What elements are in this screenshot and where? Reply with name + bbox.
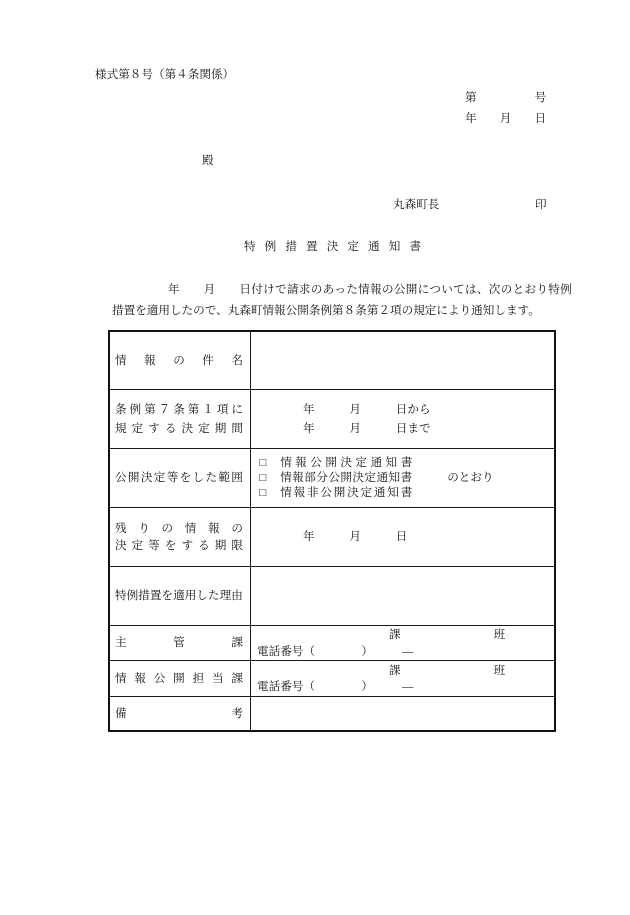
glyph: 置: [306, 240, 318, 253]
period-start-date: 年 月 日から: [303, 403, 431, 416]
subject-label: [115, 355, 243, 367]
scope-option-label: [280, 457, 412, 469]
glyph: 決: [140, 471, 153, 484]
scope-option-label: [280, 472, 412, 484]
checkbox-icon: □: [259, 486, 267, 499]
glyph: 措: [138, 589, 150, 602]
glyph: 通: [368, 240, 380, 253]
glyph: 定: [131, 422, 144, 435]
disclosure-scope-label: [115, 472, 243, 484]
phone-number-line: 電話番号（ ） —: [257, 679, 414, 693]
glyph: 決: [340, 456, 352, 469]
remarks-label-cell: [110, 697, 251, 730]
glyph: 例: [126, 589, 139, 602]
glyph: の: [231, 522, 243, 535]
glyph: 決: [181, 422, 194, 435]
glyph: に: [231, 403, 243, 416]
managing-section-label-cell: [110, 626, 251, 660]
glyph: し: [192, 471, 205, 484]
document-number-line: 第 号: [465, 91, 547, 104]
glyph: 備: [115, 706, 127, 720]
unit-suffix: 班: [493, 628, 506, 641]
glyph: 囲: [231, 471, 243, 484]
checkbox-icon: □: [259, 471, 267, 484]
glyph: を: [179, 471, 192, 484]
glyph: 限: [231, 539, 243, 552]
reason-label: [115, 590, 243, 602]
remarks-label: [115, 708, 243, 720]
glyph: 定: [347, 240, 359, 253]
addressee-honorific: 殿: [202, 154, 214, 167]
glyph: を: [164, 539, 177, 552]
glyph: し: [196, 589, 208, 602]
row-remarks: [110, 697, 554, 730]
glyph: る: [198, 539, 210, 552]
glyph: 条: [173, 403, 185, 416]
glyph: 項: [216, 403, 229, 416]
disclosure-section-field: [251, 661, 554, 696]
glyph: 開: [340, 471, 352, 484]
glyph: 定: [131, 539, 144, 552]
glyph: の: [161, 522, 174, 535]
glyph: 残: [115, 522, 127, 535]
body-line-2: 措置を適用したので、丸森町情報公開条例第８条第２項の規定により通知します。: [112, 304, 540, 317]
managing-section-field: [251, 626, 554, 660]
row-disclosure-scope: [110, 449, 554, 508]
period-end-date: 年 月 日まで: [303, 422, 431, 435]
glyph: 報: [144, 353, 156, 367]
glyph: 考: [231, 706, 243, 720]
remarks-field: [251, 697, 554, 730]
disclosure-section-label-cell: [110, 661, 251, 696]
glyph: の: [173, 353, 185, 367]
glyph: 公: [320, 486, 332, 499]
dept-suffix: 課: [389, 628, 401, 641]
glyph: 名: [231, 353, 243, 367]
glyph: 定: [153, 471, 166, 484]
row-reason: [110, 567, 554, 626]
sender-name: 丸森町長: [393, 198, 440, 211]
decision-period-label-line-2: [115, 419, 243, 438]
glyph: 等: [166, 471, 179, 484]
body-paragraph: [112, 284, 574, 317]
disclosure-scope-label-cell: [110, 449, 251, 507]
glyph: 開: [325, 456, 337, 469]
scope-option-partial-disclosure: [257, 471, 554, 486]
glyph: 適: [173, 589, 185, 602]
glyph: 通: [376, 471, 389, 484]
glyph: 開: [173, 671, 185, 685]
glyph: 公: [153, 671, 166, 685]
glyph: 公: [310, 456, 322, 469]
glyph: 規: [115, 422, 127, 435]
glyph: 情: [280, 486, 292, 499]
decision-period-field: [251, 390, 554, 448]
glyph: 定: [364, 471, 377, 484]
glyph: 分: [316, 471, 328, 484]
glyph: 報: [292, 471, 304, 484]
glyph: 措: [285, 240, 297, 253]
glyph: 開: [127, 471, 140, 484]
glyph: 知: [387, 486, 399, 499]
deadline-date: 年 月 日: [303, 530, 408, 543]
glyph: る: [164, 422, 177, 435]
glyph: ７: [158, 403, 171, 416]
managing-section-label: [115, 637, 243, 649]
glyph: 非: [306, 486, 319, 499]
glyph: 情: [115, 671, 127, 685]
disclosure-scope-field: [251, 449, 554, 507]
glyph: 当: [211, 671, 224, 685]
seal-mark: 印: [535, 198, 547, 211]
row-subject: [110, 332, 554, 390]
glyph: 決: [115, 539, 127, 552]
glyph: 情: [184, 522, 197, 535]
glyph: 知: [385, 456, 398, 469]
scope-suffix: のとおり: [447, 471, 494, 484]
glyph: 理: [219, 589, 232, 602]
glyph: 課: [231, 671, 243, 685]
glyph: 報: [295, 456, 307, 469]
glyph: 定: [355, 456, 368, 469]
row-remaining-deadline: [110, 508, 554, 567]
glyph: 決: [347, 486, 359, 499]
glyph: 公: [115, 471, 127, 484]
row-managing-section: [110, 626, 554, 661]
reason-field: [251, 567, 554, 625]
section-name-line: [257, 663, 554, 679]
glyph: す: [148, 422, 160, 435]
glyph: 置: [149, 589, 162, 602]
glyph: 由: [231, 589, 243, 602]
glyph: 書: [409, 240, 421, 253]
glyph: 書: [400, 456, 413, 469]
glyph: 報: [208, 522, 220, 535]
subject-label-cell: [110, 332, 251, 389]
glyph: 管: [173, 636, 185, 649]
glyph: 書: [400, 486, 413, 499]
glyph: 件: [202, 353, 214, 367]
glyph: 通: [373, 486, 386, 499]
document-title: [244, 241, 421, 253]
glyph: 範: [218, 471, 230, 484]
glyph: 定: [198, 422, 210, 435]
glyph: 知: [388, 240, 401, 253]
glyph: 決: [352, 471, 364, 484]
remaining-deadline-field: [251, 508, 554, 566]
glyph: 情: [280, 471, 292, 484]
glyph: た: [208, 589, 220, 602]
glyph: 開: [333, 486, 346, 499]
phone-number-line: 電話番号（ ） —: [257, 645, 414, 658]
glyph: 知: [388, 471, 401, 484]
scope-option-non-disclosure: [257, 486, 554, 501]
reason-label-cell: [110, 567, 251, 625]
glyph: り: [138, 522, 150, 535]
glyph: 書: [400, 471, 413, 484]
section-name-line: [257, 626, 554, 643]
dept-suffix: 課: [389, 663, 401, 677]
glyph: 間: [231, 422, 243, 435]
glyph: 特: [115, 589, 127, 602]
glyph: 特: [244, 240, 256, 253]
glyph: 決: [326, 240, 339, 253]
row-decision-period: [110, 390, 554, 449]
scope-option-label: [280, 487, 412, 499]
glyph: 第: [144, 403, 156, 416]
glyph: 例: [129, 403, 142, 416]
glyph: 第: [187, 403, 200, 416]
glyph: １: [202, 403, 214, 416]
glyph: 期: [214, 539, 227, 552]
glyph: 情: [115, 353, 127, 367]
glyph: 部: [304, 471, 316, 484]
form-number-label: 様式第８号（第４条関係）: [95, 68, 235, 81]
glyph: 条: [115, 403, 127, 416]
scope-option-full-disclosure: [257, 456, 554, 471]
checkbox-icon: □: [259, 456, 267, 469]
remaining-deadline-label-line-2: [115, 537, 243, 554]
glyph: 通: [370, 456, 383, 469]
glyph: 情: [280, 456, 292, 469]
glyph: 定: [360, 486, 373, 499]
remaining-deadline-label-cell: [110, 508, 251, 566]
glyph: 報: [134, 671, 146, 685]
glyph: 例: [264, 240, 277, 253]
disclosure-section-label: [115, 673, 243, 685]
decision-period-label-line-1: [115, 400, 243, 419]
glyph: 用: [184, 589, 197, 602]
subject-field: [251, 332, 554, 389]
unit-suffix: 班: [493, 663, 506, 677]
body-line-1: 年 月 日付けで請求のあった情報の公開については、次のとおり特例: [168, 283, 573, 296]
glyph: 報: [293, 486, 306, 499]
issue-date-line: 年 月 日: [465, 112, 547, 125]
glyph: た: [205, 471, 218, 484]
decision-period-label-cell: [110, 390, 251, 448]
row-disclosure-section: [110, 661, 554, 697]
glyph: を: [161, 589, 174, 602]
glyph: 担: [192, 671, 205, 685]
remaining-deadline-label-line-1: [115, 520, 243, 537]
glyph: 期: [214, 422, 227, 435]
glyph: 公: [328, 471, 340, 484]
glyph: 主: [115, 636, 127, 649]
glyph: す: [181, 539, 194, 552]
glyph: 課: [231, 636, 243, 649]
glyph: 等: [148, 539, 160, 552]
notice-table: [108, 330, 556, 732]
